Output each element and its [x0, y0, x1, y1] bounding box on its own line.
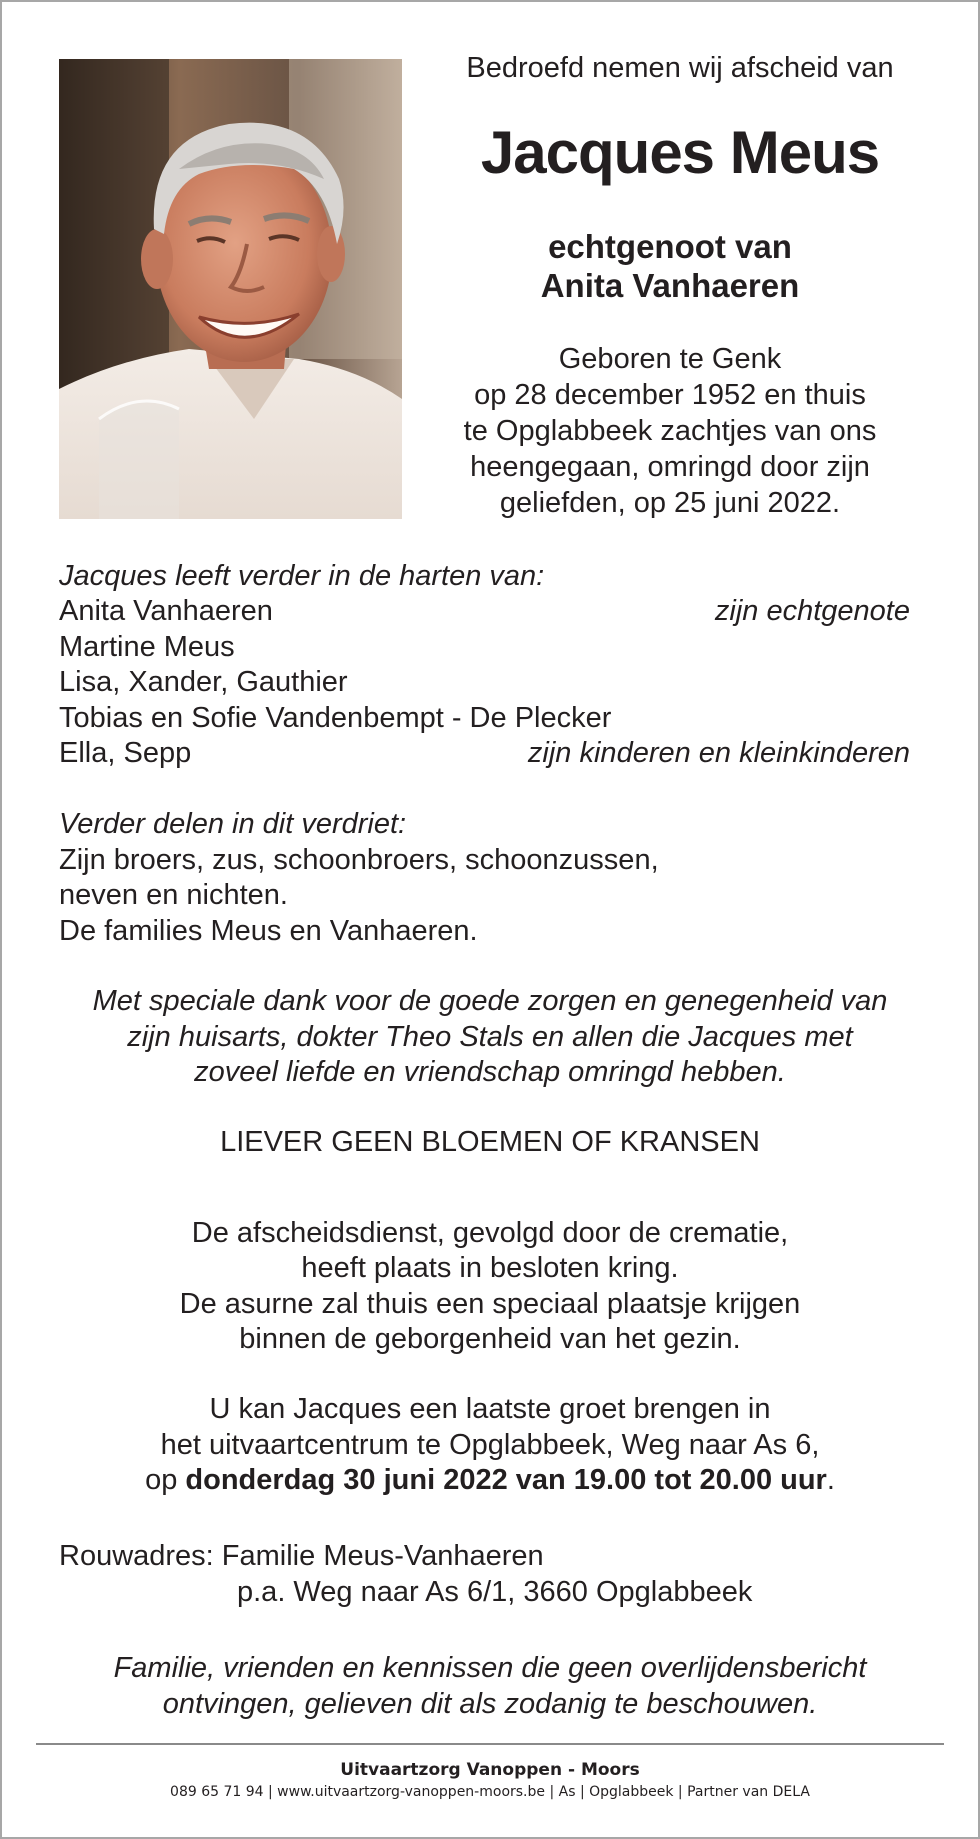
service-line: De afscheidsdienst, gevolgd door de crematie, — [191, 1217, 789, 1249]
bio-line: geliefden, op 25 juni 2022. — [499, 487, 841, 519]
spouse-line-2: Anita Vanhaeren — [540, 267, 800, 304]
service-line: binnen de geborgenheid van het gezin. — [239, 1323, 741, 1355]
spouse-line-1: echtgenoot van — [548, 228, 792, 265]
sharing-line: neven en nichten. — [59, 879, 288, 911]
family-role: zijn echtgenote — [714, 595, 910, 627]
family-heading: Jacques leeft verder in de harten van: — [59, 560, 545, 592]
deceased-name: Jacques Meus — [480, 119, 880, 186]
visit-line: het uitvaartcentrum te Opglabbeek, Weg naar As 6, — [160, 1429, 820, 1461]
thanks-line: Met speciale dank voor de goede zorgen en genegenheid van — [92, 985, 888, 1017]
thanks-line: zijn huisarts, dokter Theo Stals en allen die Jacques met — [127, 1021, 853, 1053]
notice-line: Familie, vrienden en kennissen die geen overlijdensbericht — [113, 1652, 867, 1684]
bio-line: Geboren te Genk — [558, 343, 782, 375]
thanks-line: zoveel liefde en vriendschap omringd hebben. — [194, 1056, 786, 1088]
family-names: Martine Meus — [59, 631, 235, 663]
sharing-line: Zijn broers, zus, schoonbroers, schoonzussen, — [59, 844, 659, 876]
mourning-address: Rouwadres: Familie Meus-Vanhaeren — [59, 1540, 544, 1572]
notice-line: ontvingen, gelieven dit als zodanig te beschouwen. — [162, 1688, 818, 1720]
visit-line: U kan Jacques een laatste groet brengen in — [209, 1393, 771, 1425]
service-line: heeft plaats in besloten kring. — [301, 1252, 679, 1284]
visit-line-date — [20, 1462, 960, 1498]
service-line: De asurne zal thuis een speciaal plaatsje krijgen — [179, 1288, 801, 1320]
footer-divider — [36, 1743, 944, 1745]
sharing-heading: Verder delen in dit verdriet: — [59, 808, 407, 840]
funeral-home-details: 089 65 71 94 | www.uitvaartzorg-vanoppen-moors.be | As | Opglabbeek | Partner van DELA — [170, 1784, 810, 1800]
funeral-home-name: Uitvaartzorg Vanoppen - Moors — [340, 1760, 640, 1780]
family-names: Tobias en Sofie Vandenbempt - De Plecker — [59, 702, 612, 734]
intro-text: Bedroefd nemen wij afscheid van — [466, 52, 894, 84]
bio-line: heengegaan, omringd door zijn — [470, 451, 870, 483]
family-names: Lisa, Xander, Gauthier — [59, 666, 348, 698]
family-names: Ella, Sepp — [59, 737, 192, 769]
bio-line: te Opglabbeek zachtjes van ons — [463, 415, 877, 447]
visit-date-time: donderdag 30 juni 2022 van 19.00 tot 20.00 uur — [185, 1464, 827, 1496]
mourning-address-street: p.a. Weg naar As 6/1, 3660 Opglabbeek — [237, 1576, 753, 1608]
bio-line: op 28 december 1952 en thuis — [474, 379, 866, 411]
portrait-photo — [59, 59, 402, 519]
visit-prefix: op — [145, 1464, 186, 1496]
no-flowers-notice: LIEVER GEEN BLOEMEN OF KRANSEN — [220, 1126, 760, 1158]
visit-suffix: . — [826, 1464, 835, 1496]
family-names: Anita Vanhaeren — [59, 595, 273, 627]
sharing-line: De families Meus en Vanhaeren. — [59, 915, 478, 947]
family-role: zijn kinderen en kleinkinderen — [527, 737, 910, 769]
